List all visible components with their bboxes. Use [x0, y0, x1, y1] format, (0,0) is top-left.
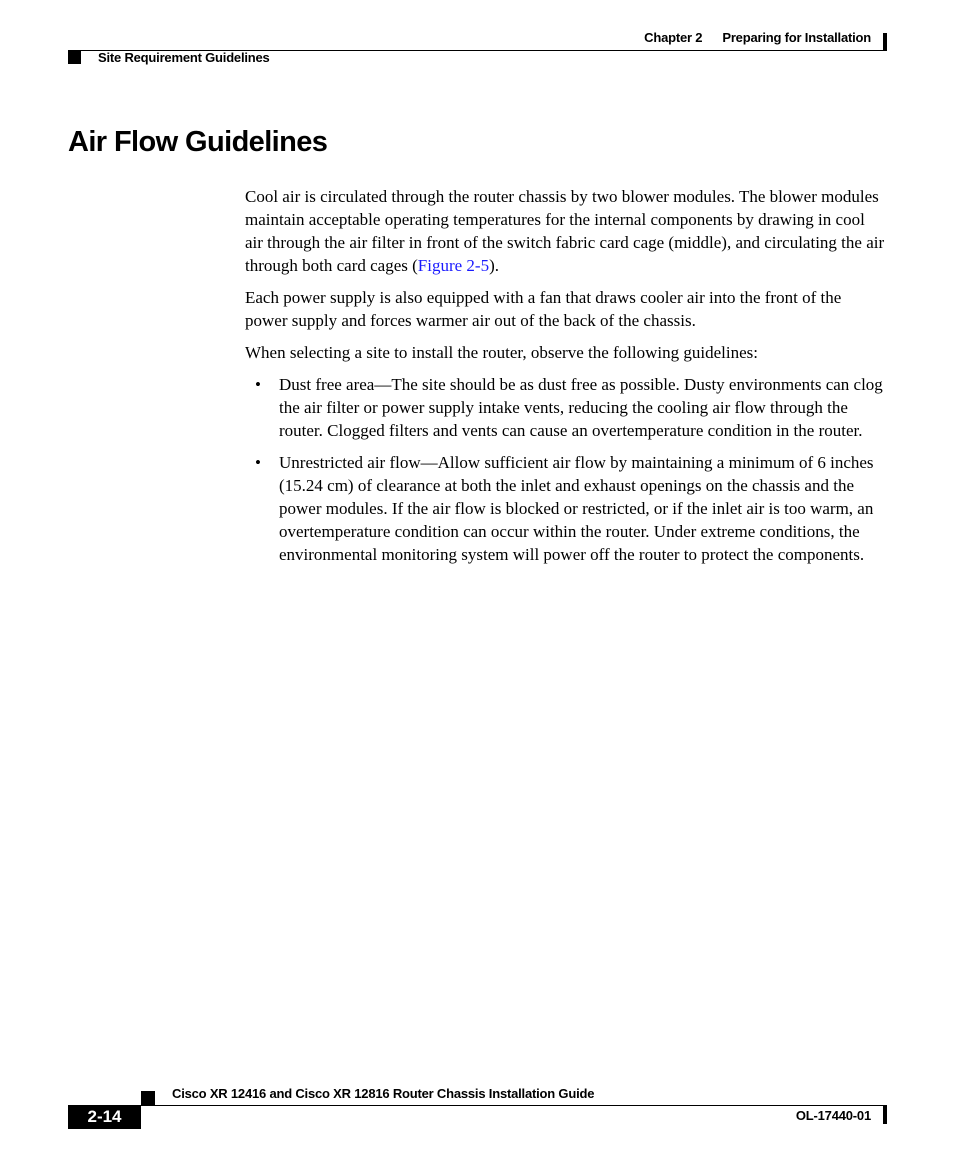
chapter-title: Preparing for Installation — [722, 30, 871, 45]
list-item — [245, 451, 885, 566]
body-content — [245, 185, 885, 575]
bullet-icon: • — [255, 375, 261, 394]
running-header-section: Site Requirement Guidelines — [98, 50, 270, 65]
paragraph-blower-modules — [245, 185, 885, 277]
chapter-label: Chapter 2 — [644, 30, 703, 45]
section-heading: Air Flow Guidelines — [68, 126, 328, 158]
footer-rule — [141, 1105, 886, 1106]
paragraph-power-supply-fan: Each power supply is also equipped with a fan that draws cooler air into the front of the power supply and forces warmer air out of the back of the chassis. — [245, 288, 842, 330]
page-number: 2-14 — [68, 1105, 141, 1129]
running-header-chapter — [644, 30, 871, 45]
paragraph-text: Cool air is circulated through the router chassis by two blower modules. The blower modules maintain acceptable operating temperatures for the internal components by drawing in cool air through the air filter in front of the switch fabric card cage (middle), and circulating the air through both card cages ( — [245, 187, 885, 275]
figure-link[interactable]: Figure 2-5 — [417, 256, 490, 275]
header-right-bar — [883, 33, 887, 51]
list-item-text: Dust free area—The site should be as dust free as possible. Dusty environments can clog the air filter or power supply intake vents, reducing the cooling air flow through the router. Clogged filters and vents can cause an overtemperature condition in the router. — [279, 375, 883, 440]
list-item-text: Unrestricted air flow—Allow sufficient air flow by maintaining a minimum of 6 inches (15.24 cm) of clearance at both the inlet and exhaust openings on the chassis and the power modules. If the air flow is blocked or restricted, or if the inlet air is too warm, an overtemperature condition can occur within the router. Under extreme conditions, the environmental monitoring system will power off the router to protect the components. — [279, 453, 874, 564]
paragraph-text: ). — [489, 256, 499, 275]
header-square-marker — [68, 51, 81, 64]
list-item — [245, 373, 885, 442]
footer-doc-number: OL-17440-01 — [795, 1108, 871, 1123]
footer-right-bar — [883, 1105, 887, 1124]
footer-square-marker — [141, 1091, 155, 1105]
guidelines-list — [245, 373, 885, 566]
paragraph-site-guidelines-intro: When selecting a site to install the router, observe the following guidelines: — [245, 343, 758, 362]
footer-guide-title: Cisco XR 12416 and Cisco XR 12816 Router Chassis Installation Guide — [172, 1086, 595, 1101]
bullet-icon: • — [255, 453, 261, 472]
